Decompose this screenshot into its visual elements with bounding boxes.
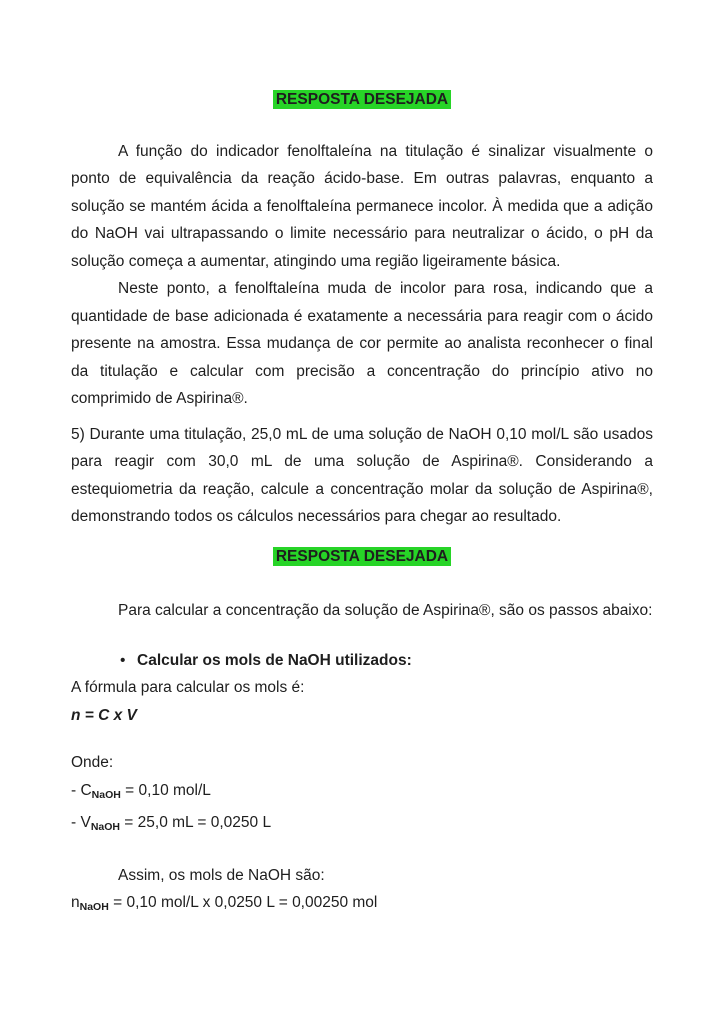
c-subscript: NaOH [91,788,121,801]
v-symbol: - V [71,814,91,831]
v-subscript: NaOH [90,821,120,833]
n-symbol: n [71,894,80,911]
n-value: = 0,10 mol/L x 0,0250 L = 0,00250 mol [108,894,378,911]
v-naoh-line [71,809,653,842]
bullet-label: Calcular os mols de NaOH utilizados: [137,651,412,669]
answer2-heading-row [71,543,653,571]
n-subscript: NaOH [79,901,109,913]
v-value: = 25,0 mL = 0,0250 L [120,814,272,831]
answer2-intro-line: Para calcular a concentração da solução de Aspirina®, são os passos abaixo: [118,602,653,619]
bullet-item-mols-naoh [71,647,653,675]
answer1-paragraph-2: Neste ponto, a fenolftaleína muda de incolor para rosa, indicando que a quantidade de base adicionada é exatamente a necessária para reagir com o ácido presente na amostra. Essa mudança de cor permite ao analista reconhecer o final da titulação e calcular com precisão a concentração do princípio ativo no comprimido de Aspirina®. [71,280,653,407]
answer1-heading-highlight: RESPOSTA DESEJADA [273,90,451,109]
c-naoh-line [71,777,653,810]
question-5-paragraph: 5) Durante uma titulação, 25,0 mL de uma solução de NaOH 0,10 mol/L são usados para reagir com 30,0 mL de uma solução de Aspirina®. Considerando a estequiometria da reação, calcule a concentração molar da solução de Aspirina®, demonstrando todos os cálculos necessários para chegar ao resultado. [71,425,653,525]
onde-label: Onde: [71,754,114,771]
answer2-heading-highlight: RESPOSTA DESEJADA [273,547,451,566]
bullet-marker: • [120,651,126,669]
answer1-paragraph-1: A função do indicador fenolftaleína na titulação é sinalizar visualmente o ponto de equivalência da reação ácido-base. Em outras palavras, enquanto a solução se mantém ácida a fenolftaleína permanece incolor. À medida que a adição do NaOH vai ultrapassando o limite necessário para neutralizar o ácido, o pH da solução começa a aumentar, atingindo uma região ligeiramente básica. [71,142,653,270]
answer1-heading-row [71,86,653,114]
assim-line: Assim, os mols de NaOH são: [118,866,325,884]
n-naoh-line [71,889,653,922]
c-value: = 0,10 mol/L [120,781,211,799]
formula-intro-line: A fórmula para calcular os mols é: [71,679,305,696]
formula-line: n = C x V [71,706,137,724]
c-symbol: - C [71,781,92,799]
